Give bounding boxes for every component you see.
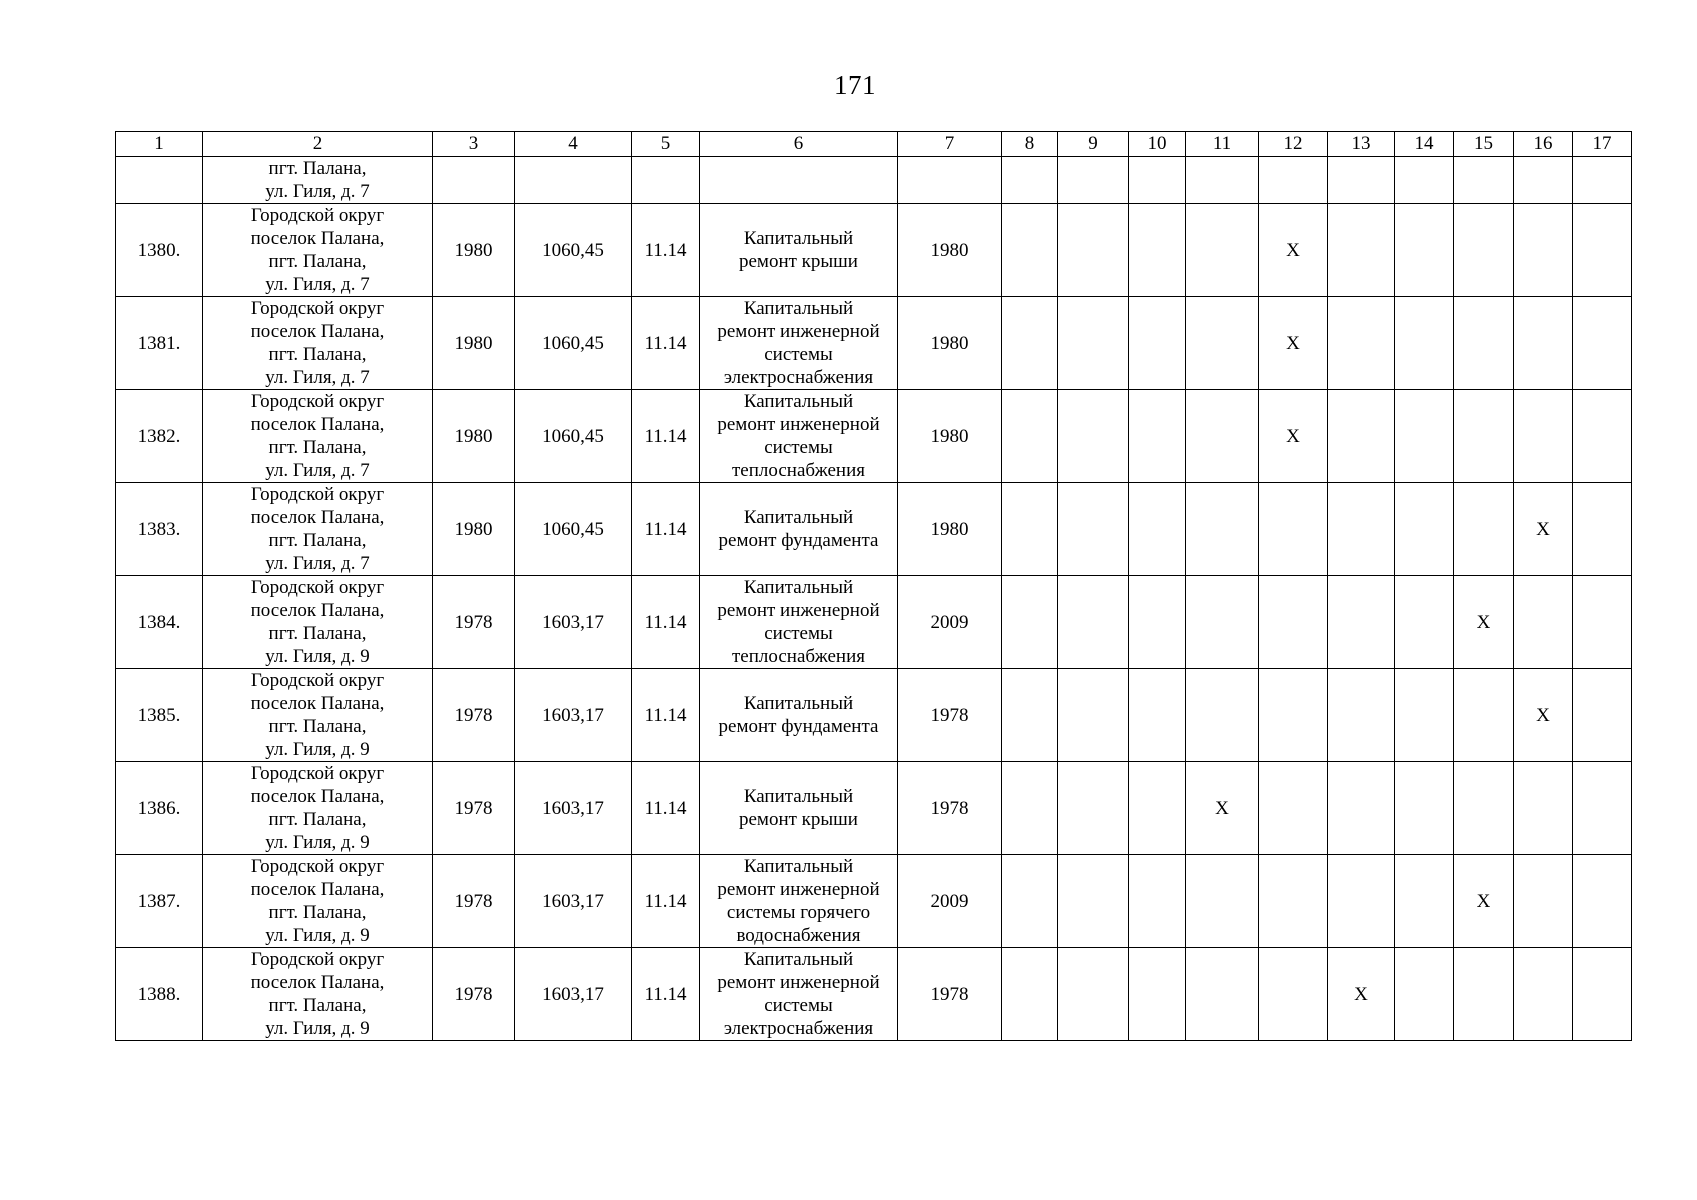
table-row (116, 669, 1632, 762)
table-row (116, 483, 1632, 576)
cell-empty (898, 157, 1002, 204)
cell-work-type: Капитальный ремонт инженерной системы электроснабжения (700, 297, 898, 390)
cell-empty (1454, 157, 1514, 204)
cell-empty (1058, 297, 1129, 390)
cell-empty (1186, 297, 1259, 390)
cell-address: Городской округ поселок Палана, пгт. Палана, ул. Гиля, д. 9 (203, 762, 433, 855)
cell-empty (1514, 204, 1573, 297)
cell-number: 1384. (116, 576, 203, 669)
cell-mark: X (1259, 204, 1328, 297)
table-row (116, 855, 1632, 948)
cell-last-repair-year: 2009 (898, 855, 1002, 948)
cell-work-type: Капитальный ремонт инженерной системы горячего водоснабжения (700, 855, 898, 948)
cell-area: 1603,17 (515, 669, 632, 762)
cell-empty (700, 157, 898, 204)
column-header: 10 (1129, 132, 1186, 157)
cell-empty (1514, 855, 1573, 948)
cell-empty (1514, 948, 1573, 1041)
column-header: 7 (898, 132, 1002, 157)
cell-empty (1514, 297, 1573, 390)
cell-number: 1388. (116, 948, 203, 1041)
cell-empty (1129, 669, 1186, 762)
cell-empty (1129, 157, 1186, 204)
cell-empty (1454, 297, 1514, 390)
cell-empty (1328, 483, 1395, 576)
cell-empty (1058, 948, 1129, 1041)
cell-code: 11.14 (632, 390, 700, 483)
cell-empty (1058, 157, 1129, 204)
cell-address: Городской округ поселок Палана, пгт. Палана, ул. Гиля, д. 7 (203, 483, 433, 576)
cell-empty (1454, 204, 1514, 297)
cell-empty (1186, 948, 1259, 1041)
cell-empty (515, 157, 632, 204)
cell-work-type: Капитальный ремонт крыши (700, 204, 898, 297)
cell-area: 1603,17 (515, 948, 632, 1041)
cell-empty (1514, 576, 1573, 669)
cell-empty (1186, 483, 1259, 576)
cell-empty (1186, 576, 1259, 669)
column-header: 1 (116, 132, 203, 157)
cell-empty (1328, 204, 1395, 297)
cell-work-type: Капитальный ремонт фундамента (700, 483, 898, 576)
cell-empty (1058, 483, 1129, 576)
cell-number (116, 157, 203, 204)
page-number: 171 (834, 70, 876, 100)
cell-empty (1395, 483, 1454, 576)
cell-empty (1186, 204, 1259, 297)
table-row (116, 948, 1632, 1041)
cell-last-repair-year: 1980 (898, 390, 1002, 483)
cell-mark: X (1328, 948, 1395, 1041)
cell-mark: X (1259, 297, 1328, 390)
cell-empty (1259, 483, 1328, 576)
cell-empty (1259, 576, 1328, 669)
cell-empty (1514, 157, 1573, 204)
table-row (116, 297, 1632, 390)
cell-empty (1573, 483, 1632, 576)
cell-empty (1259, 762, 1328, 855)
table-row (116, 204, 1632, 297)
cell-empty (1454, 948, 1514, 1041)
cell-number: 1380. (116, 204, 203, 297)
cell-empty (1002, 483, 1058, 576)
cell-empty (1129, 297, 1186, 390)
column-header: 17 (1573, 132, 1632, 157)
cell-empty (1328, 762, 1395, 855)
cell-mark: X (1454, 576, 1514, 669)
cell-empty (1395, 855, 1454, 948)
cell-empty (1573, 297, 1632, 390)
cell-empty (1454, 483, 1514, 576)
cell-area: 1060,45 (515, 204, 632, 297)
cell-empty (1186, 157, 1259, 204)
cell-empty (1328, 297, 1395, 390)
column-header: 2 (203, 132, 433, 157)
cell-empty (1573, 669, 1632, 762)
column-header: 14 (1395, 132, 1454, 157)
header-row (116, 132, 1632, 157)
continuation-row (116, 157, 1632, 204)
cell-empty (1002, 297, 1058, 390)
cell-empty (1058, 204, 1129, 297)
cell-area: 1603,17 (515, 762, 632, 855)
cell-last-repair-year: 2009 (898, 576, 1002, 669)
cell-last-repair-year: 1978 (898, 762, 1002, 855)
cell-empty (1395, 204, 1454, 297)
cell-empty (1328, 576, 1395, 669)
cell-code: 11.14 (632, 576, 700, 669)
cell-empty (1058, 669, 1129, 762)
cell-empty (1002, 390, 1058, 483)
cell-empty (1573, 157, 1632, 204)
cell-year: 1978 (433, 762, 515, 855)
table-row (116, 390, 1632, 483)
cell-last-repair-year: 1980 (898, 297, 1002, 390)
cell-empty (1573, 204, 1632, 297)
cell-empty (1395, 948, 1454, 1041)
cell-empty (1395, 669, 1454, 762)
cell-empty (1573, 948, 1632, 1041)
cell-address: пгт. Палана, ул. Гиля, д. 7 (203, 157, 433, 204)
cell-empty (1328, 390, 1395, 483)
column-header: 8 (1002, 132, 1058, 157)
cell-year: 1978 (433, 576, 515, 669)
cell-year: 1978 (433, 948, 515, 1041)
column-header: 15 (1454, 132, 1514, 157)
cell-area: 1060,45 (515, 390, 632, 483)
cell-year: 1980 (433, 390, 515, 483)
cell-empty (1002, 157, 1058, 204)
cell-year: 1978 (433, 855, 515, 948)
cell-mark: X (1514, 483, 1573, 576)
column-header: 3 (433, 132, 515, 157)
cell-area: 1603,17 (515, 855, 632, 948)
registry-table (115, 131, 1632, 1041)
cell-empty (1129, 576, 1186, 669)
cell-empty (1058, 390, 1129, 483)
cell-mark: X (1186, 762, 1259, 855)
table-row (116, 762, 1632, 855)
cell-empty (1395, 762, 1454, 855)
cell-address: Городской округ поселок Палана, пгт. Палана, ул. Гиля, д. 9 (203, 576, 433, 669)
column-header: 9 (1058, 132, 1129, 157)
cell-empty (1395, 297, 1454, 390)
cell-last-repair-year: 1980 (898, 483, 1002, 576)
cell-address: Городской округ поселок Палана, пгт. Палана, ул. Гиля, д. 7 (203, 204, 433, 297)
cell-address: Городской округ поселок Палана, пгт. Палана, ул. Гиля, д. 9 (203, 948, 433, 1041)
cell-empty (1259, 855, 1328, 948)
cell-empty (1186, 855, 1259, 948)
cell-last-repair-year: 1980 (898, 204, 1002, 297)
cell-empty (1058, 762, 1129, 855)
cell-empty (1514, 762, 1573, 855)
cell-number: 1382. (116, 390, 203, 483)
cell-address: Городской округ поселок Палана, пгт. Палана, ул. Гиля, д. 9 (203, 855, 433, 948)
cell-address: Городской округ поселок Палана, пгт. Палана, ул. Гиля, д. 7 (203, 297, 433, 390)
cell-address: Городской округ поселок Палана, пгт. Палана, ул. Гиля, д. 7 (203, 390, 433, 483)
cell-year: 1980 (433, 297, 515, 390)
cell-mark: X (1259, 390, 1328, 483)
cell-empty (1259, 669, 1328, 762)
cell-empty (1058, 855, 1129, 948)
column-header: 11 (1186, 132, 1259, 157)
column-header: 6 (700, 132, 898, 157)
cell-number: 1381. (116, 297, 203, 390)
cell-area: 1060,45 (515, 297, 632, 390)
cell-empty (1573, 855, 1632, 948)
cell-empty (1395, 157, 1454, 204)
cell-mark: X (1514, 669, 1573, 762)
cell-empty (1454, 669, 1514, 762)
cell-area: 1060,45 (515, 483, 632, 576)
cell-empty (1395, 390, 1454, 483)
cell-empty (1328, 855, 1395, 948)
cell-empty (1129, 483, 1186, 576)
cell-empty (1573, 762, 1632, 855)
cell-empty (1002, 948, 1058, 1041)
cell-empty (1454, 762, 1514, 855)
cell-code: 11.14 (632, 204, 700, 297)
cell-number: 1385. (116, 669, 203, 762)
cell-empty (1573, 390, 1632, 483)
cell-code: 11.14 (632, 297, 700, 390)
cell-empty (1454, 390, 1514, 483)
cell-year: 1980 (433, 483, 515, 576)
column-header: 4 (515, 132, 632, 157)
cell-last-repair-year: 1978 (898, 948, 1002, 1041)
cell-empty (1186, 390, 1259, 483)
cell-work-type: Капитальный ремонт инженерной системы теплоснабжения (700, 390, 898, 483)
cell-number: 1383. (116, 483, 203, 576)
column-header: 5 (632, 132, 700, 157)
column-header: 16 (1514, 132, 1573, 157)
cell-empty (1002, 669, 1058, 762)
table-body (116, 157, 1632, 1041)
cell-empty (1002, 576, 1058, 669)
cell-last-repair-year: 1978 (898, 669, 1002, 762)
cell-number: 1387. (116, 855, 203, 948)
cell-empty (1002, 855, 1058, 948)
cell-code: 11.14 (632, 483, 700, 576)
cell-area: 1603,17 (515, 576, 632, 669)
cell-empty (1573, 576, 1632, 669)
cell-empty (1002, 762, 1058, 855)
cell-mark: X (1454, 855, 1514, 948)
cell-number: 1386. (116, 762, 203, 855)
cell-empty (1186, 669, 1259, 762)
cell-work-type: Капитальный ремонт фундамента (700, 669, 898, 762)
cell-empty (1395, 576, 1454, 669)
cell-empty (1129, 204, 1186, 297)
cell-empty (1129, 948, 1186, 1041)
cell-year: 1978 (433, 669, 515, 762)
cell-code: 11.14 (632, 762, 700, 855)
cell-empty (1259, 948, 1328, 1041)
cell-empty (632, 157, 700, 204)
cell-empty (433, 157, 515, 204)
cell-empty (1328, 157, 1395, 204)
cell-empty (1259, 157, 1328, 204)
column-header: 12 (1259, 132, 1328, 157)
table-row (116, 576, 1632, 669)
cell-empty (1058, 576, 1129, 669)
cell-empty (1129, 390, 1186, 483)
cell-empty (1129, 855, 1186, 948)
cell-year: 1980 (433, 204, 515, 297)
cell-empty (1328, 669, 1395, 762)
cell-empty (1002, 204, 1058, 297)
cell-code: 11.14 (632, 948, 700, 1041)
cell-work-type: Капитальный ремонт инженерной системы электроснабжения (700, 948, 898, 1041)
cell-address: Городской округ поселок Палана, пгт. Палана, ул. Гиля, д. 9 (203, 669, 433, 762)
column-header: 13 (1328, 132, 1395, 157)
cell-work-type: Капитальный ремонт крыши (700, 762, 898, 855)
cell-work-type: Капитальный ремонт инженерной системы теплоснабжения (700, 576, 898, 669)
cell-code: 11.14 (632, 855, 700, 948)
cell-code: 11.14 (632, 669, 700, 762)
cell-empty (1129, 762, 1186, 855)
cell-empty (1514, 390, 1573, 483)
